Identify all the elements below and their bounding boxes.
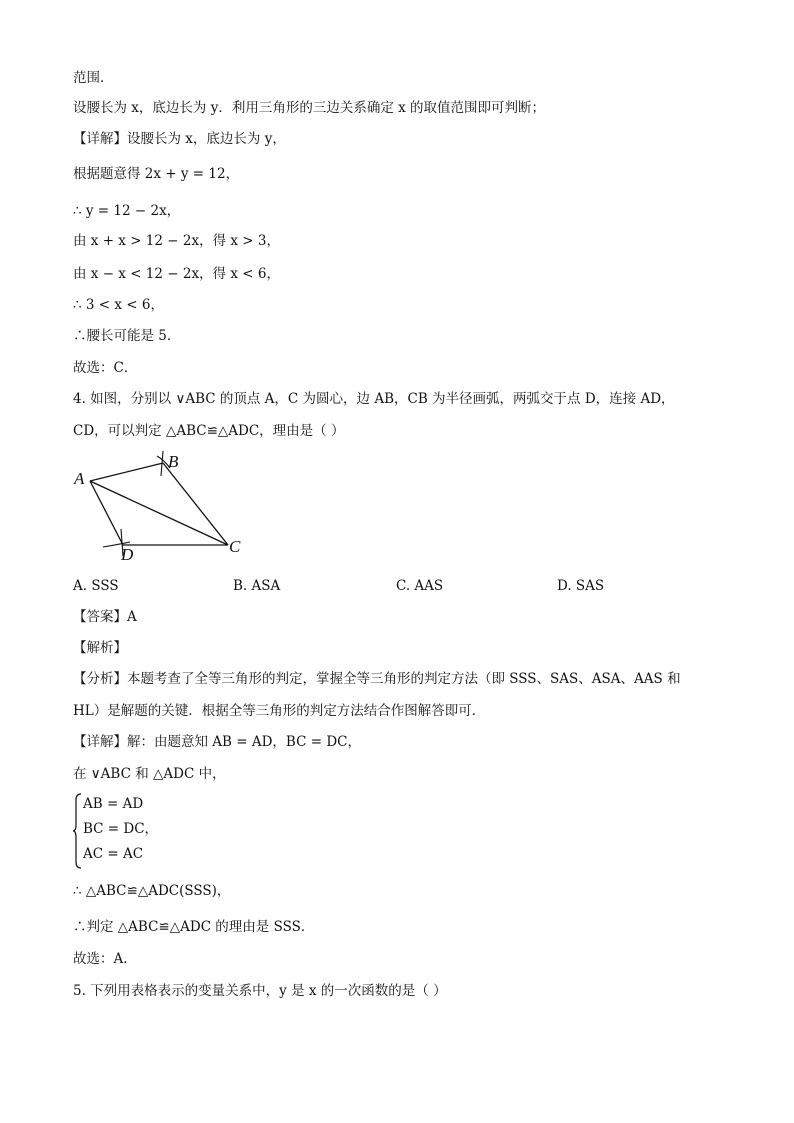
text-line: 【详解】设腰长为 x，底边长为 y， [73, 131, 286, 147]
option-c: C. AAS [396, 578, 444, 594]
label-a: A [74, 469, 85, 488]
label-d: D [121, 545, 134, 564]
analysis-text: HL）是解题的关键．根据全等三角形的判定方法结合作图解答即可． [73, 703, 486, 719]
analysis-heading: 【解析】 [73, 640, 127, 656]
equation-line: ∴ 3 < x < 6， [73, 297, 164, 313]
equation-line: 根据题意得 2x + y = 12， [73, 166, 240, 182]
segment-ab [90, 463, 163, 481]
text-line: 范围． [73, 70, 114, 86]
detail-text: 【详解】解：由题意知 AB = AD，BC = DC， [73, 734, 361, 750]
segment-bc [163, 463, 228, 545]
label-c: C [229, 537, 241, 556]
analysis-text: 【分析】本题考查了全等三角形的判定，掌握全等三角形的判定方法（即 SSS、SAS、ASA、AAS 和 [73, 671, 681, 687]
system-row: AC = AC [83, 846, 144, 862]
conclusion-line: ∴判定 △ABC≌△ADC 的理由是 SSS． [73, 919, 315, 935]
system-row: BC = DC， [83, 821, 159, 837]
left-brace-icon [73, 792, 83, 870]
text-line: ∴腰长可能是 5． [73, 328, 181, 344]
question-4-text: 4. 如图，分别以 ∨ABC 的顶点 A，C 为圆心，边 AB，CB 为半径画弧，两弧交于点 D，连接 AD， [73, 391, 675, 407]
system-row: AB = AD [83, 796, 144, 812]
text-line: 故选：C． [73, 360, 138, 376]
question-4-text: CD，可以判定 △ABC≌△ADC，理由是（ ） [73, 423, 345, 439]
text-line: 设腰长为 x，底边长为 y．利用三角形的三边关系确定 x 的取值范围即可判断； [73, 100, 546, 116]
answer-choice-line: 故选：A． [73, 951, 137, 967]
option-b: B. ASA [233, 578, 281, 594]
segment-ad [90, 481, 123, 545]
option-d: D. SAS [557, 578, 605, 594]
detail-text: 在 ∨ABC 和 △ADC 中， [73, 766, 226, 782]
equation-line: ∴ y = 12 − 2x， [73, 203, 181, 219]
option-a: A. SSS [73, 578, 119, 594]
label-b: B [168, 452, 179, 471]
segment-ac [90, 481, 228, 545]
equation-line: 由 x − x < 12 − 2x，得 x < 6， [73, 266, 280, 282]
answer-line: 【答案】A [73, 609, 137, 625]
equation-system [73, 792, 233, 870]
conclusion-line: ∴ △ABC≌△ADC(SSS)， [73, 883, 231, 899]
question-5-text: 5. 下列用表格表示的变量关系中，y 是 x 的一次函数的是（ ） [73, 983, 447, 999]
equation-line: 由 x + x > 12 − 2x，得 x > 3， [73, 233, 280, 249]
triangle-figure [73, 446, 253, 566]
